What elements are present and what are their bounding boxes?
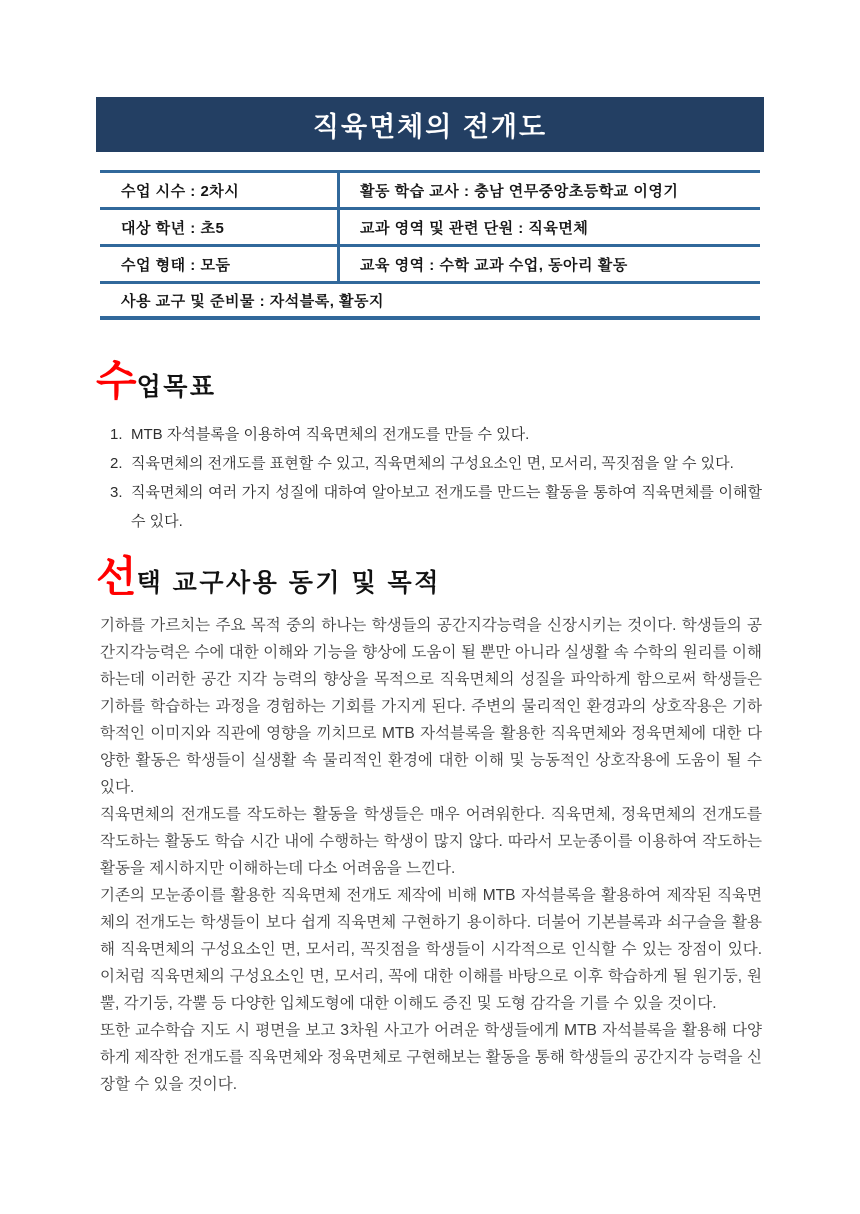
objectives-heading-text: 업목표 — [136, 373, 217, 401]
list-item — [110, 420, 762, 449]
objectives-heading-dropcap: 수 — [96, 357, 137, 404]
table-row — [100, 247, 760, 284]
table-row — [100, 173, 760, 210]
cell-subject-unit: 교과 영역 및 관련 단원 : 직육면체 — [337, 210, 760, 244]
document-title: 직육면체의 전개도 — [312, 112, 548, 142]
purpose-paragraph: 직육면체의 전개도를 작도하는 활동을 학생들은 매우 어려워한다. 직육면체, 정육면체의 전개도를 작도하는 활동도 학습 시간 내에 수행하는 학생이 많지 않다. 따라서 모눈종이를 이용하여 작도하는 활동을 제시하지만 이해하는데 다소 어려움을 느낀다. — [100, 806, 762, 877]
lesson-info-table — [100, 170, 760, 320]
cell-materials: 사용 교구 및 준비물 : 자석블록, 활동지 — [100, 284, 760, 320]
table-row — [100, 210, 760, 247]
list-item-text: MTB 자석블록을 이용하여 직육면체의 전개도를 만들 수 있다. — [131, 426, 530, 443]
list-item-text: 직육면체의 여러 가지 성질에 대하여 알아보고 전개도를 만드는 활동을 통하여 직육면체를 이해할 수 있다. — [131, 484, 762, 530]
list-item-number: 1. — [110, 426, 123, 443]
purpose-paragraph: 기존의 모눈종이를 활용한 직육면체 전개도 제작에 비해 MTB 자석블록을 활용하여 제작된 직육면체의 전개도는 학생들이 보다 쉽게 직육면체 구현하기 용이하다. 더불어 기본블록과 쇠구슬을 활용해 직육면체의 구성요소인 면, 모서리, 꼭짓점을 학생들이 시각적으로 인식할 수 있는 장점이 있다. 이처럼 직육면체의 구성요소인 면, 모서리, 꼭에 대한 이해를 바탕으로 이후 학습하게 될 원기둥, 원뿔, 각기둥, 각뿔 등 다양한 입체도형에 대한 이해도 증진 및 도형 감각을 기를 수 있을 것이다. — [100, 887, 762, 1012]
objectives-heading — [96, 357, 217, 404]
cell-class-hours: 수업 시수 : 2차시 — [121, 182, 240, 200]
title-banner — [96, 97, 764, 152]
purpose-heading-text: 택 교구사용 동기 및 목적 — [136, 569, 441, 597]
list-item-number: 3. — [110, 484, 123, 501]
list-item — [110, 478, 762, 536]
purpose-paragraph: 또한 교수학습 지도 시 평면을 보고 3차원 사고가 어려운 학생들에게 MTB 자석블록을 활용해 다양하게 제작한 전개도를 직육면체와 정육면체로 구현해보는 활동을 통해 학생들의 공간지각 능력을 신장할 수 있을 것이다. — [100, 1022, 762, 1093]
list-item-number: 2. — [110, 455, 123, 472]
objectives-list — [110, 420, 762, 536]
cell-class-format: 수업 형태 : 모둠 — [121, 256, 231, 274]
purpose-paragraph: 기하를 가르치는 주요 목적 중의 하나는 학생들의 공간지각능력을 신장시키는 것이다. 학생들의 공간지각능력은 수에 대한 이해와 기능을 향상에 도움이 될 뿐만 아니라 실생활 속 수학의 원리를 이해하는데 이러한 공간 지각 능력의 향상을 목적으로 직육면체의 성질을 파악하게 함으로써 학생들은 기하를 학습하는 과정을 경험하는 기회를 가지게 된다. 주변의 물리적인 환경과의 상호작용은 기하학적인 이미지와 직관에 영향을 끼치므로 MTB 자석블록을 활용한 직육면체와 정육면체에 대한 다양한 활동은 학생들이 실생활 속 물리적인 환경에 대한 이해 및 능동적인 상호작용에 도움이 될 수 있다. — [100, 617, 762, 796]
purpose-body — [100, 612, 762, 1098]
cell-teacher: 활동 학습 교사 : 충남 연무중앙초등학교 이영기 — [337, 173, 760, 207]
purpose-heading-dropcap: 선 — [96, 553, 137, 600]
list-item-text: 직육면체의 전개도를 표현할 수 있고, 직육면체의 구성요소인 면, 모서리, 꼭짓점을 알 수 있다. — [131, 455, 734, 472]
cell-target-grade: 대상 학년 : 초5 — [121, 219, 225, 237]
purpose-heading — [96, 553, 441, 600]
list-item — [110, 449, 762, 478]
cell-education-area: 교육 영역 : 수학 교과 수업, 동아리 활동 — [337, 247, 760, 281]
